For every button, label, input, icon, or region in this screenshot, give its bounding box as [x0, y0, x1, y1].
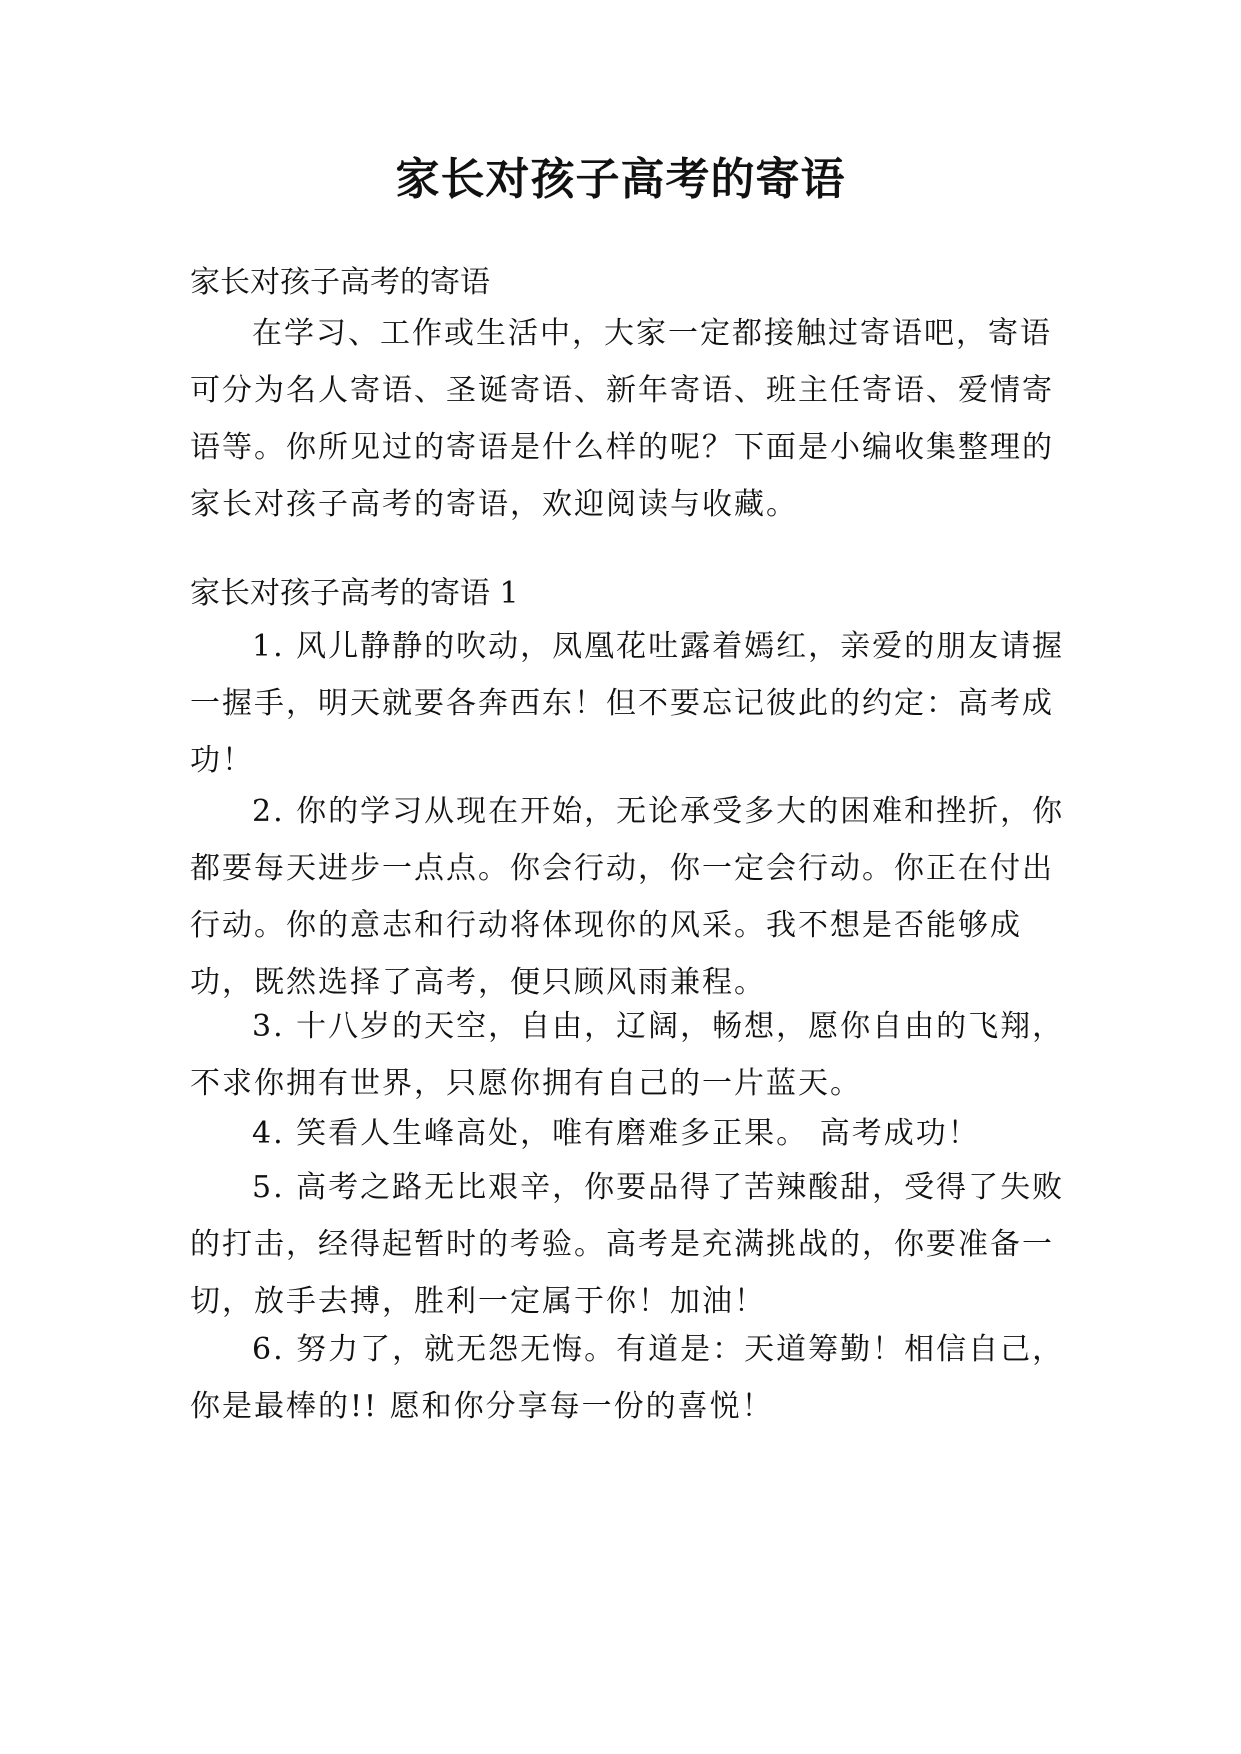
intro-heading: 家长对孩子高考的寄语 — [190, 265, 490, 300]
list-item: 2. 你的学习从现在开始，无论承受多大的困难和挫折，你都要每天进步一点点。你会行动，你一定会行动。你正在付出行动。你的意志和行动将体现你的风采。我不想是否能够成功，既然选择了高考，便只顾风雨兼程。 — [190, 794, 1065, 1000]
section-heading-1: 家长对孩子高考的寄语 1 — [190, 576, 519, 611]
list-item: 6. 努力了，就无怨无悔。有道是：天道筹勤！相信自己，你是最棒的!! 愿和你分享每一份的喜悦！ — [190, 1332, 1065, 1424]
document-title: 家长对孩子高考的寄语 — [395, 154, 846, 205]
list-item: 1. 风儿静静的吹动，凤凰花吐露着嫣红，亲爱的朋友请握一握手，明天就要各奔西东！但不要忘记彼此的约定：高考成功！ — [190, 629, 1065, 778]
list-item: 4. 笑看人生峰高处，唯有磨难多正果。 高考成功！ — [252, 1116, 980, 1151]
intro-paragraph: 在学习、工作或生活中，大家一定都接触过寄语吧，寄语可分为名人寄语、圣诞寄语、新年寄语、班主任寄语、爱情寄语等。你所见过的寄语是什么样的呢？下面是小编收集整理的家长对孩子高考的寄语，欢迎阅读与收藏。 — [190, 316, 1054, 522]
list-item: 5. 高考之路无比艰辛，你要品得了苦辣酸甜，受得了失败的打击，经得起暂时的考验。高考是充满挑战的，你要准备一切，放手去搏，胜利一定属于你！加油！ — [190, 1170, 1065, 1319]
list-item: 3. 十八岁的天空，自由，辽阔，畅想，愿你自由的飞翔，不求你拥有世界，只愿你拥有自己的一片蓝天。 — [190, 1009, 1065, 1101]
